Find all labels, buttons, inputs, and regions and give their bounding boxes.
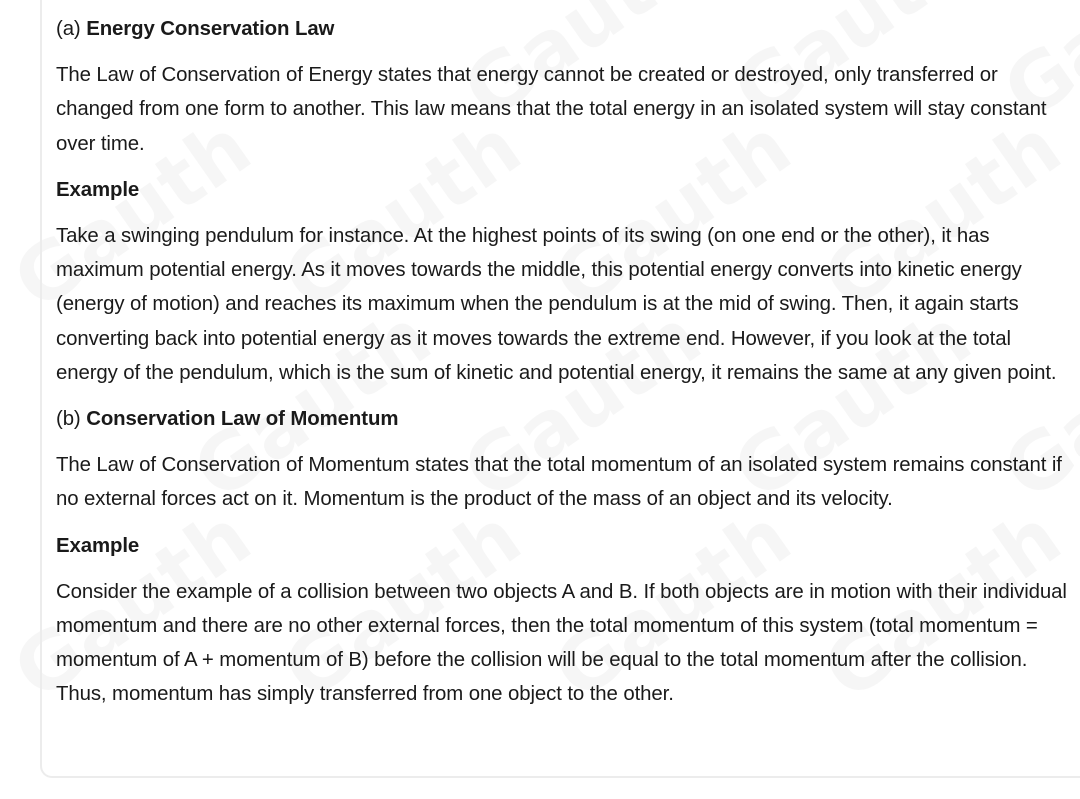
section-b-example-heading: Example <box>56 534 140 557</box>
section-b-example-body: Consider the example of a collision between two objects A and B. If both objects are in motion with their individual momentum and there are no other external forces, then the total momentum of this system (total momentum = momentum of A + momentum of B) before the collision will be equal to the total momentum after the collision. Thus, momentum has simply transferred from one object to the other. <box>56 580 1067 706</box>
answer-content <box>56 12 1076 724</box>
section-b-label: (b) <box>56 408 81 431</box>
section-a-heading <box>56 12 1076 46</box>
section-b-body: The Law of Conservation of Momentum states that the total momentum of an isolated system remains constant if no external forces act on it. Momentum is the product of the mass of an object and its velocity. <box>56 454 1062 511</box>
section-b-title: Conservation Law of Momentum <box>86 408 399 431</box>
section-a-example-body: Take a swinging pendulum for instance. At the highest points of its swing (on one end or the other), it has maximum potential energy. As it moves towards the middle, this potential energy converts into kinetic energy (energy of motion) and reaches its maximum when the pendulum is at the mid of swing. Then, it again starts converting back into potential energy as it moves towards the extreme end. However, if you look at the total energy of the pendulum, which is the sum of kinetic and potential energy, it remains the same at any given point. <box>56 225 1057 384</box>
section-b-heading <box>56 402 1076 436</box>
section-a-body: The Law of Conservation of Energy states that energy cannot be created or destroyed, only transferred or changed from one form to another. This law means that the total energy in an isolated system will stay constant over time. <box>56 64 1047 155</box>
section-a-example-heading: Example <box>56 178 140 201</box>
section-a-label: (a) <box>56 18 81 40</box>
section-a-title: Energy Conservation Law <box>86 18 335 40</box>
